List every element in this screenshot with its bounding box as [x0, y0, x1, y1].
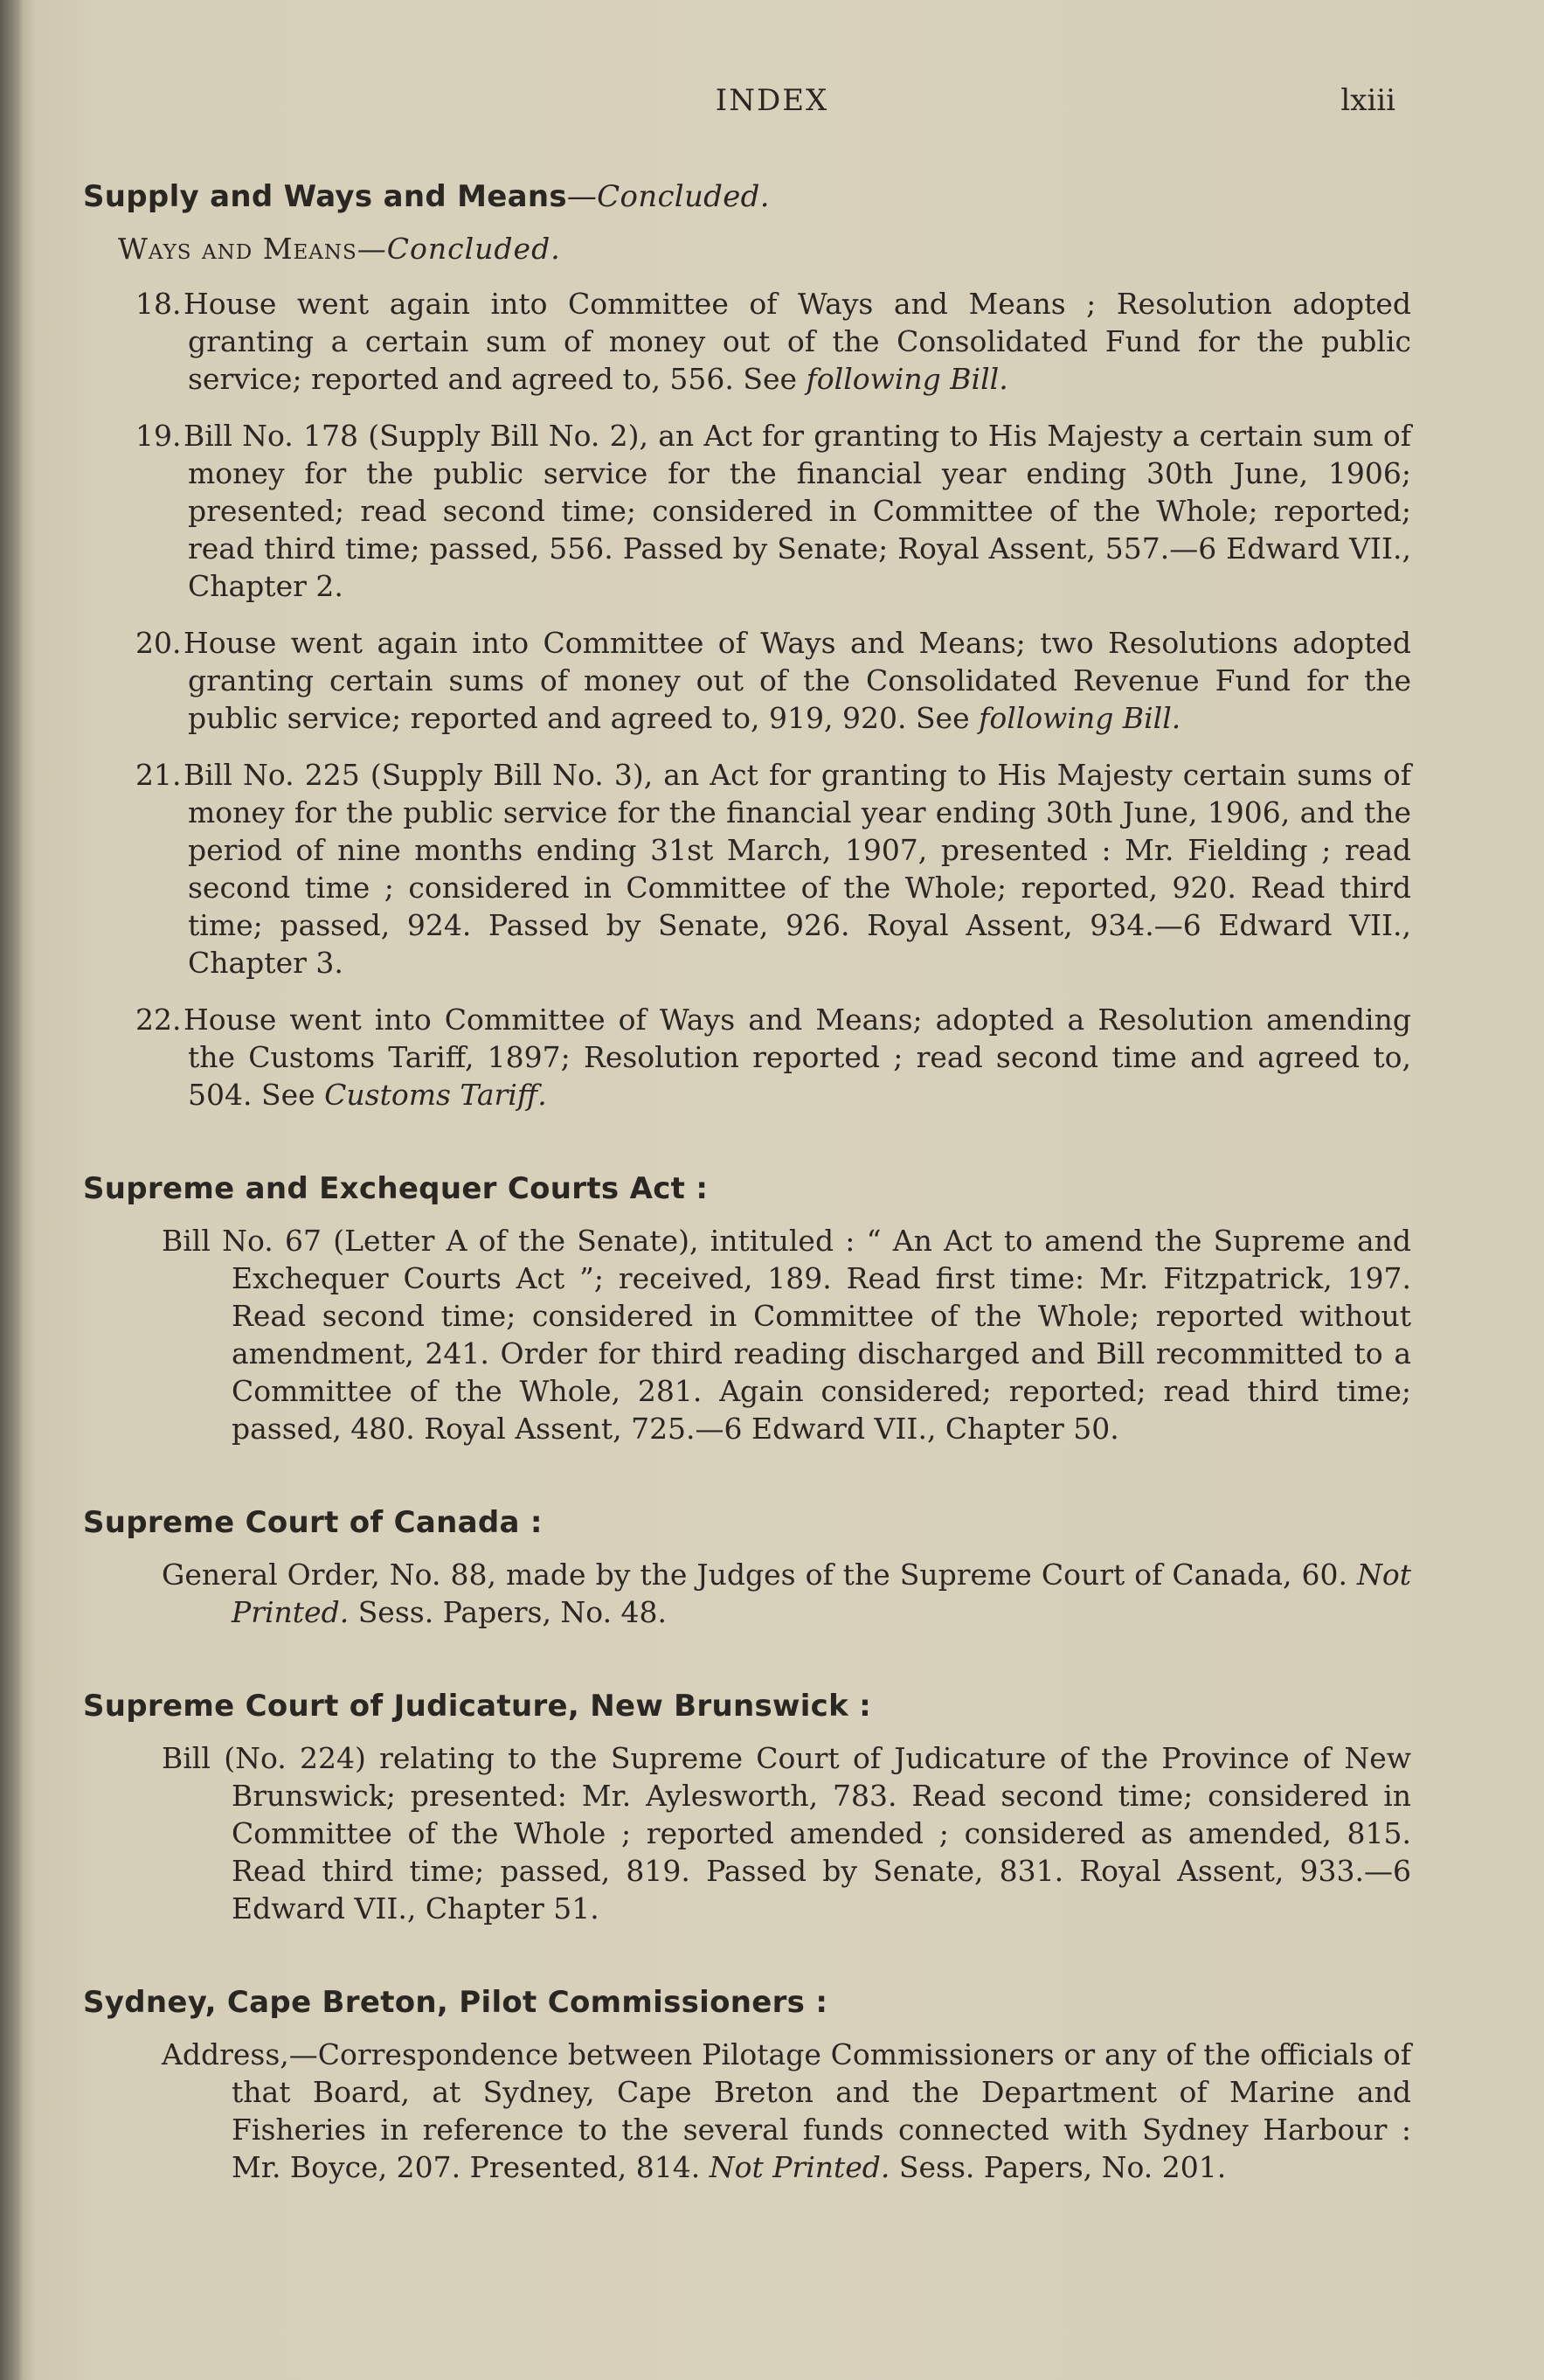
- section-supply: [83, 179, 1411, 1114]
- section-heading: Sydney, Cape Breton, Pilot Commissioners :: [83, 1985, 828, 2020]
- sub-heading: Ways and Means—Concluded.: [118, 232, 561, 266]
- index-entry: 21.Bill No. 225 (Supply Bill No. 3), an Act for granting to His Majesty certain sums of money for the public service for the financial year ending 30th June, 1906, and the period of nine months ending 31st March, 1907, presented : Mr. Fielding ; read second time ; considered in Committee of the Whole; reported, 920. Read third time; passed, 924. Passed by Senate, 926. Royal Assent, 934.—6 Edward VII., Chapter 3.: [135, 758, 1411, 980]
- section-supreme-exchequer: [83, 1171, 1411, 1447]
- section-sydney-pilot: [83, 1985, 1411, 2186]
- index-entry: 20.House went again into Committee of Ways and Means; two Resolutions adopted granting certain sums of money out of the Consolidated Revenue Fund for the public service; reported and agreed to, 919, 920. See following Bill.: [135, 626, 1411, 735]
- section-heading: Supreme Court of Canada :: [83, 1505, 543, 1540]
- index-paragraph: Address,—Correspondence between Pilotage Commissioners or any of the officials of that Board, at Sydney, Cape Breton and the Department of Marine and Fisheries in reference to the several funds connected with Sydney Harbour : Mr. Boyce, 207. Presented, 814. Not Printed. Sess. Papers, No. 201.: [162, 2037, 1411, 2184]
- section-supreme-court-canada: [83, 1505, 1411, 1631]
- section-heading: Supreme Court of Judicature, New Brunswick :: [83, 1689, 872, 1724]
- binding-shadow: [0, 0, 23, 2380]
- index-entry: 18.House went again into Committee of Ways and Means ; Resolution adopted granting a certain sum of money out of the Consolidated Fund for the public service; reported and agreed to, 556. See following Bill.: [135, 287, 1411, 396]
- running-header-title: INDEX: [715, 83, 829, 118]
- index-entry: 22.House went into Committee of Ways and Means; adopted a Resolution amending the Customs Tariff, 1897; Resolution reported ; read second time and agreed to, 504. See Customs Tariff.: [135, 1003, 1411, 1112]
- section-heading: Supply and Ways and Means—Concluded.: [83, 179, 770, 214]
- index-content: [83, 179, 1411, 2186]
- index-entry: 19.Bill No. 178 (Supply Bill No. 2), an Act for granting to His Majesty a certain sum of money for the public service for the financial year ending 30th June, 1906; presented; read second time; considered in Committee of the Whole; reported; read third time; passed, 556. Passed by Senate; Royal Assent, 557.—6 Edward VII., Chapter 2.: [135, 419, 1411, 603]
- index-paragraph: Bill (No. 224) relating to the Supreme Court of Judicature of the Province of New Brunswick; presented: Mr. Aylesworth, 783. Read second time; considered in Committee of the Whole ; reported amended ; considered as amended, 815. Read third time; passed, 819. Passed by Senate, 831. Royal Assent, 933.—6 Edward VII., Chapter 51.: [162, 1741, 1411, 1926]
- index-paragraph: General Order, No. 88, made by the Judges of the Supreme Court of Canada, 60. Not Printed. Sess. Papers, No. 48.: [162, 1558, 1411, 1629]
- page-number: lxiii: [1340, 83, 1395, 118]
- section-heading: Supreme and Exchequer Courts Act :: [83, 1171, 709, 1206]
- section-supreme-court-judicature: [83, 1689, 1411, 1927]
- index-paragraph: Bill No. 67 (Letter A of the Senate), intituled : “ An Act to amend the Supreme and Exchequer Courts Act ”; received, 189. Read first time: Mr. Fitzpatrick, 197. Read second time; considered in Committee of the Whole; reported without amendment, 241. Order for third reading discharged and Bill recommitted to a Committee of the Whole, 281. Again considered; reported; read third time; passed, 480. Royal Assent, 725.—6 Edward VII., Chapter 50.: [162, 1224, 1411, 1446]
